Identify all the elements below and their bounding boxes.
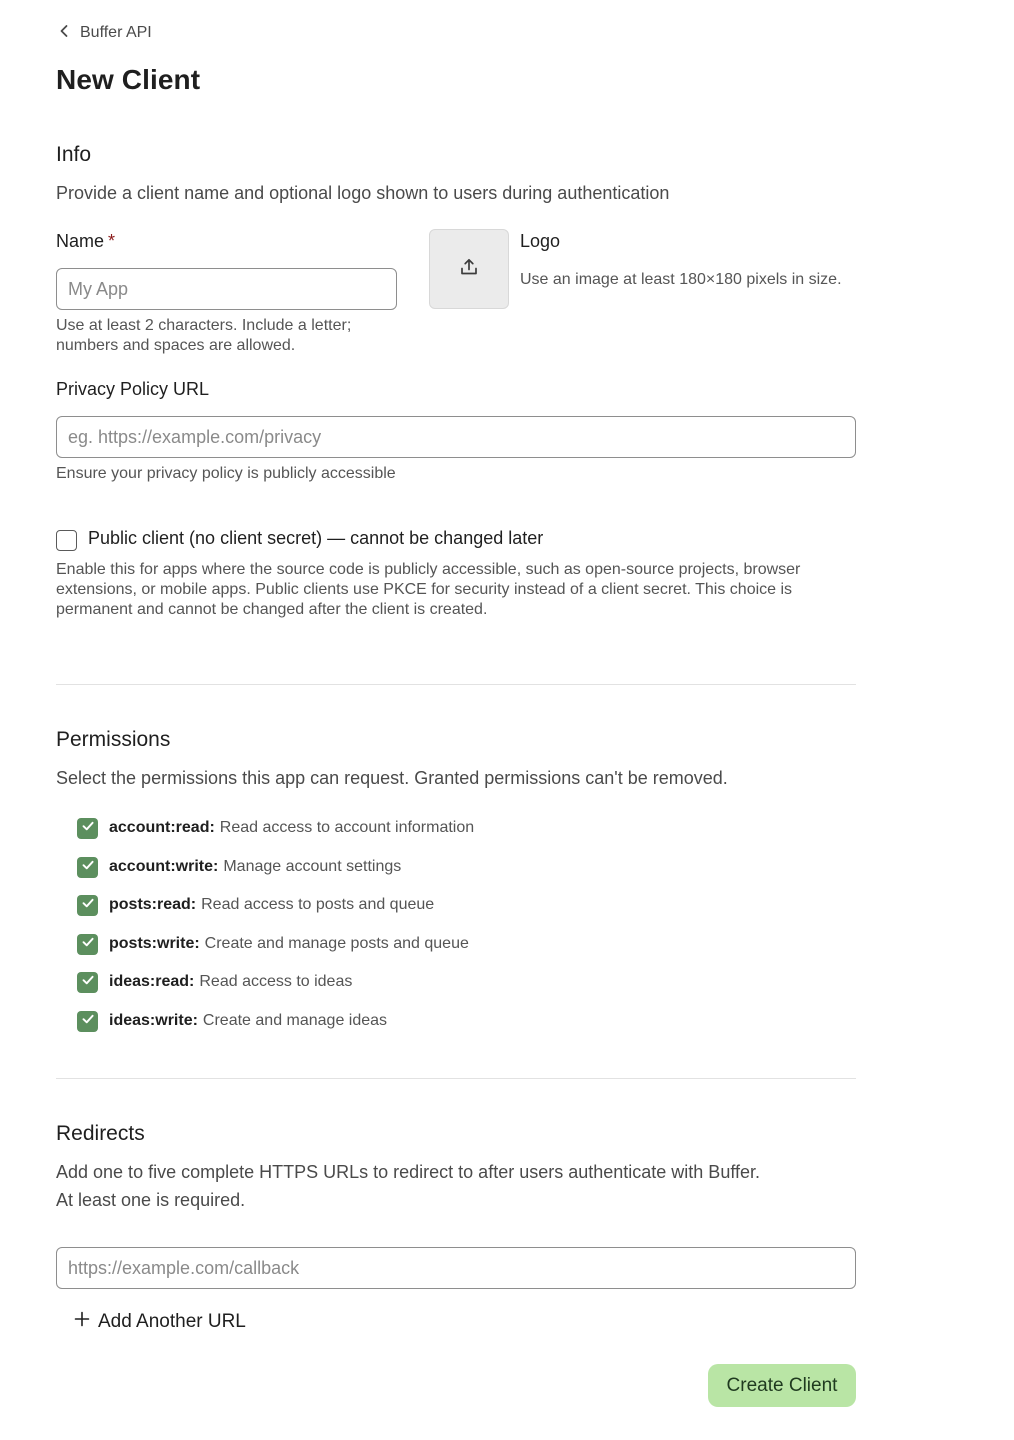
add-another-url-label: Add Another URL: [98, 1311, 246, 1332]
redirects-description-line: At least one is required.: [56, 1190, 246, 1210]
permission-scope: posts:read:: [109, 896, 197, 913]
permissions-description: Select the permissions this app can request. Granted permissions can't be removed.: [56, 768, 728, 788]
permission-description: Read access to ideas: [199, 973, 353, 990]
check-icon: [81, 858, 95, 877]
public-client-label: Public client (no client secret) — cannot be changed later: [88, 528, 544, 548]
permission-checkbox[interactable]: [77, 857, 98, 878]
redirects-description-line: Add one to five complete HTTPS URLs to redirect to after users authenticate with Buffer.: [56, 1162, 761, 1182]
name-help-line: Use at least 2 characters. Include a letter;: [56, 317, 352, 334]
section-divider: [56, 1078, 856, 1079]
permission-item-ideas-write: [77, 1010, 387, 1032]
name-label: [56, 231, 115, 252]
public-client-help-line: permanent and cannot be changed after the client is created.: [56, 601, 488, 618]
permission-checkbox[interactable]: [77, 1011, 98, 1032]
name-input[interactable]: [56, 268, 397, 310]
privacy-label: Privacy Policy URL: [56, 379, 210, 399]
permission-checkbox[interactable]: [77, 972, 98, 993]
public-client-checkbox[interactable]: [56, 530, 77, 551]
permission-description: Read access to account information: [219, 819, 475, 836]
permissions-heading: Permissions: [56, 728, 171, 751]
privacy-url-input[interactable]: [56, 416, 856, 458]
info-heading: Info: [56, 143, 92, 166]
permission-scope: posts:write:: [109, 935, 200, 952]
check-icon: [81, 819, 95, 838]
page-title: New Client: [56, 64, 201, 95]
name-help-line: numbers and spaces are allowed.: [56, 337, 296, 354]
privacy-help: Ensure your privacy policy is publicly accessible: [56, 465, 396, 482]
upload-icon: [458, 256, 480, 283]
back-link-label: Buffer API: [80, 24, 152, 41]
permission-checkbox[interactable]: [77, 818, 98, 839]
check-icon: [81, 935, 95, 954]
add-another-url-button[interactable]: [74, 1310, 246, 1334]
name-label-text: Name: [56, 231, 105, 251]
permission-description: Read access to posts and queue: [201, 896, 435, 913]
check-icon: [81, 896, 95, 915]
section-divider: [56, 684, 856, 685]
check-icon: [81, 1012, 95, 1031]
logo-help: Use an image at least 180×180 pixels in size.: [520, 271, 842, 288]
info-description: Provide a client name and optional logo shown to users during authentication: [56, 183, 670, 203]
create-client-button[interactable]: Create Client: [708, 1364, 856, 1407]
permission-scope: ideas:read:: [109, 973, 195, 990]
public-client-help-line: extensions, or mobile apps. Public clients use PKCE for security instead of a client secret. This choice is: [56, 581, 793, 598]
permission-checkbox[interactable]: [77, 895, 98, 916]
redirects-heading: Redirects: [56, 1122, 145, 1145]
permission-description: Manage account settings: [223, 858, 402, 875]
permission-item-posts-read: [77, 894, 434, 916]
permission-description: Create and manage posts and queue: [204, 935, 469, 952]
permission-item-account-write: [77, 856, 401, 878]
permission-scope: account:write:: [109, 858, 219, 875]
logo-label: Logo: [520, 231, 561, 251]
permission-item-account-read: [77, 817, 474, 839]
back-link[interactable]: [56, 22, 152, 44]
required-mark: *: [108, 231, 116, 251]
redirect-url-input[interactable]: [56, 1247, 856, 1289]
permission-item-ideas-read: [77, 971, 352, 993]
check-icon: [81, 973, 95, 992]
redirects-description: [56, 1158, 760, 1214]
permission-item-posts-write: [77, 933, 469, 955]
permission-scope: account:read:: [109, 819, 215, 836]
permission-checkbox[interactable]: [77, 934, 98, 955]
name-help: [56, 316, 351, 356]
permission-scope: ideas:write:: [109, 1012, 198, 1029]
logo-upload-button[interactable]: [429, 229, 509, 309]
permission-description: Create and manage ideas: [202, 1012, 388, 1029]
chevron-left-icon: [56, 23, 72, 44]
public-client-help-line: Enable this for apps where the source code is publicly accessible, such as open-source projects, browser: [56, 561, 801, 578]
plus-icon: [74, 1311, 90, 1333]
public-client-help: [56, 560, 800, 620]
